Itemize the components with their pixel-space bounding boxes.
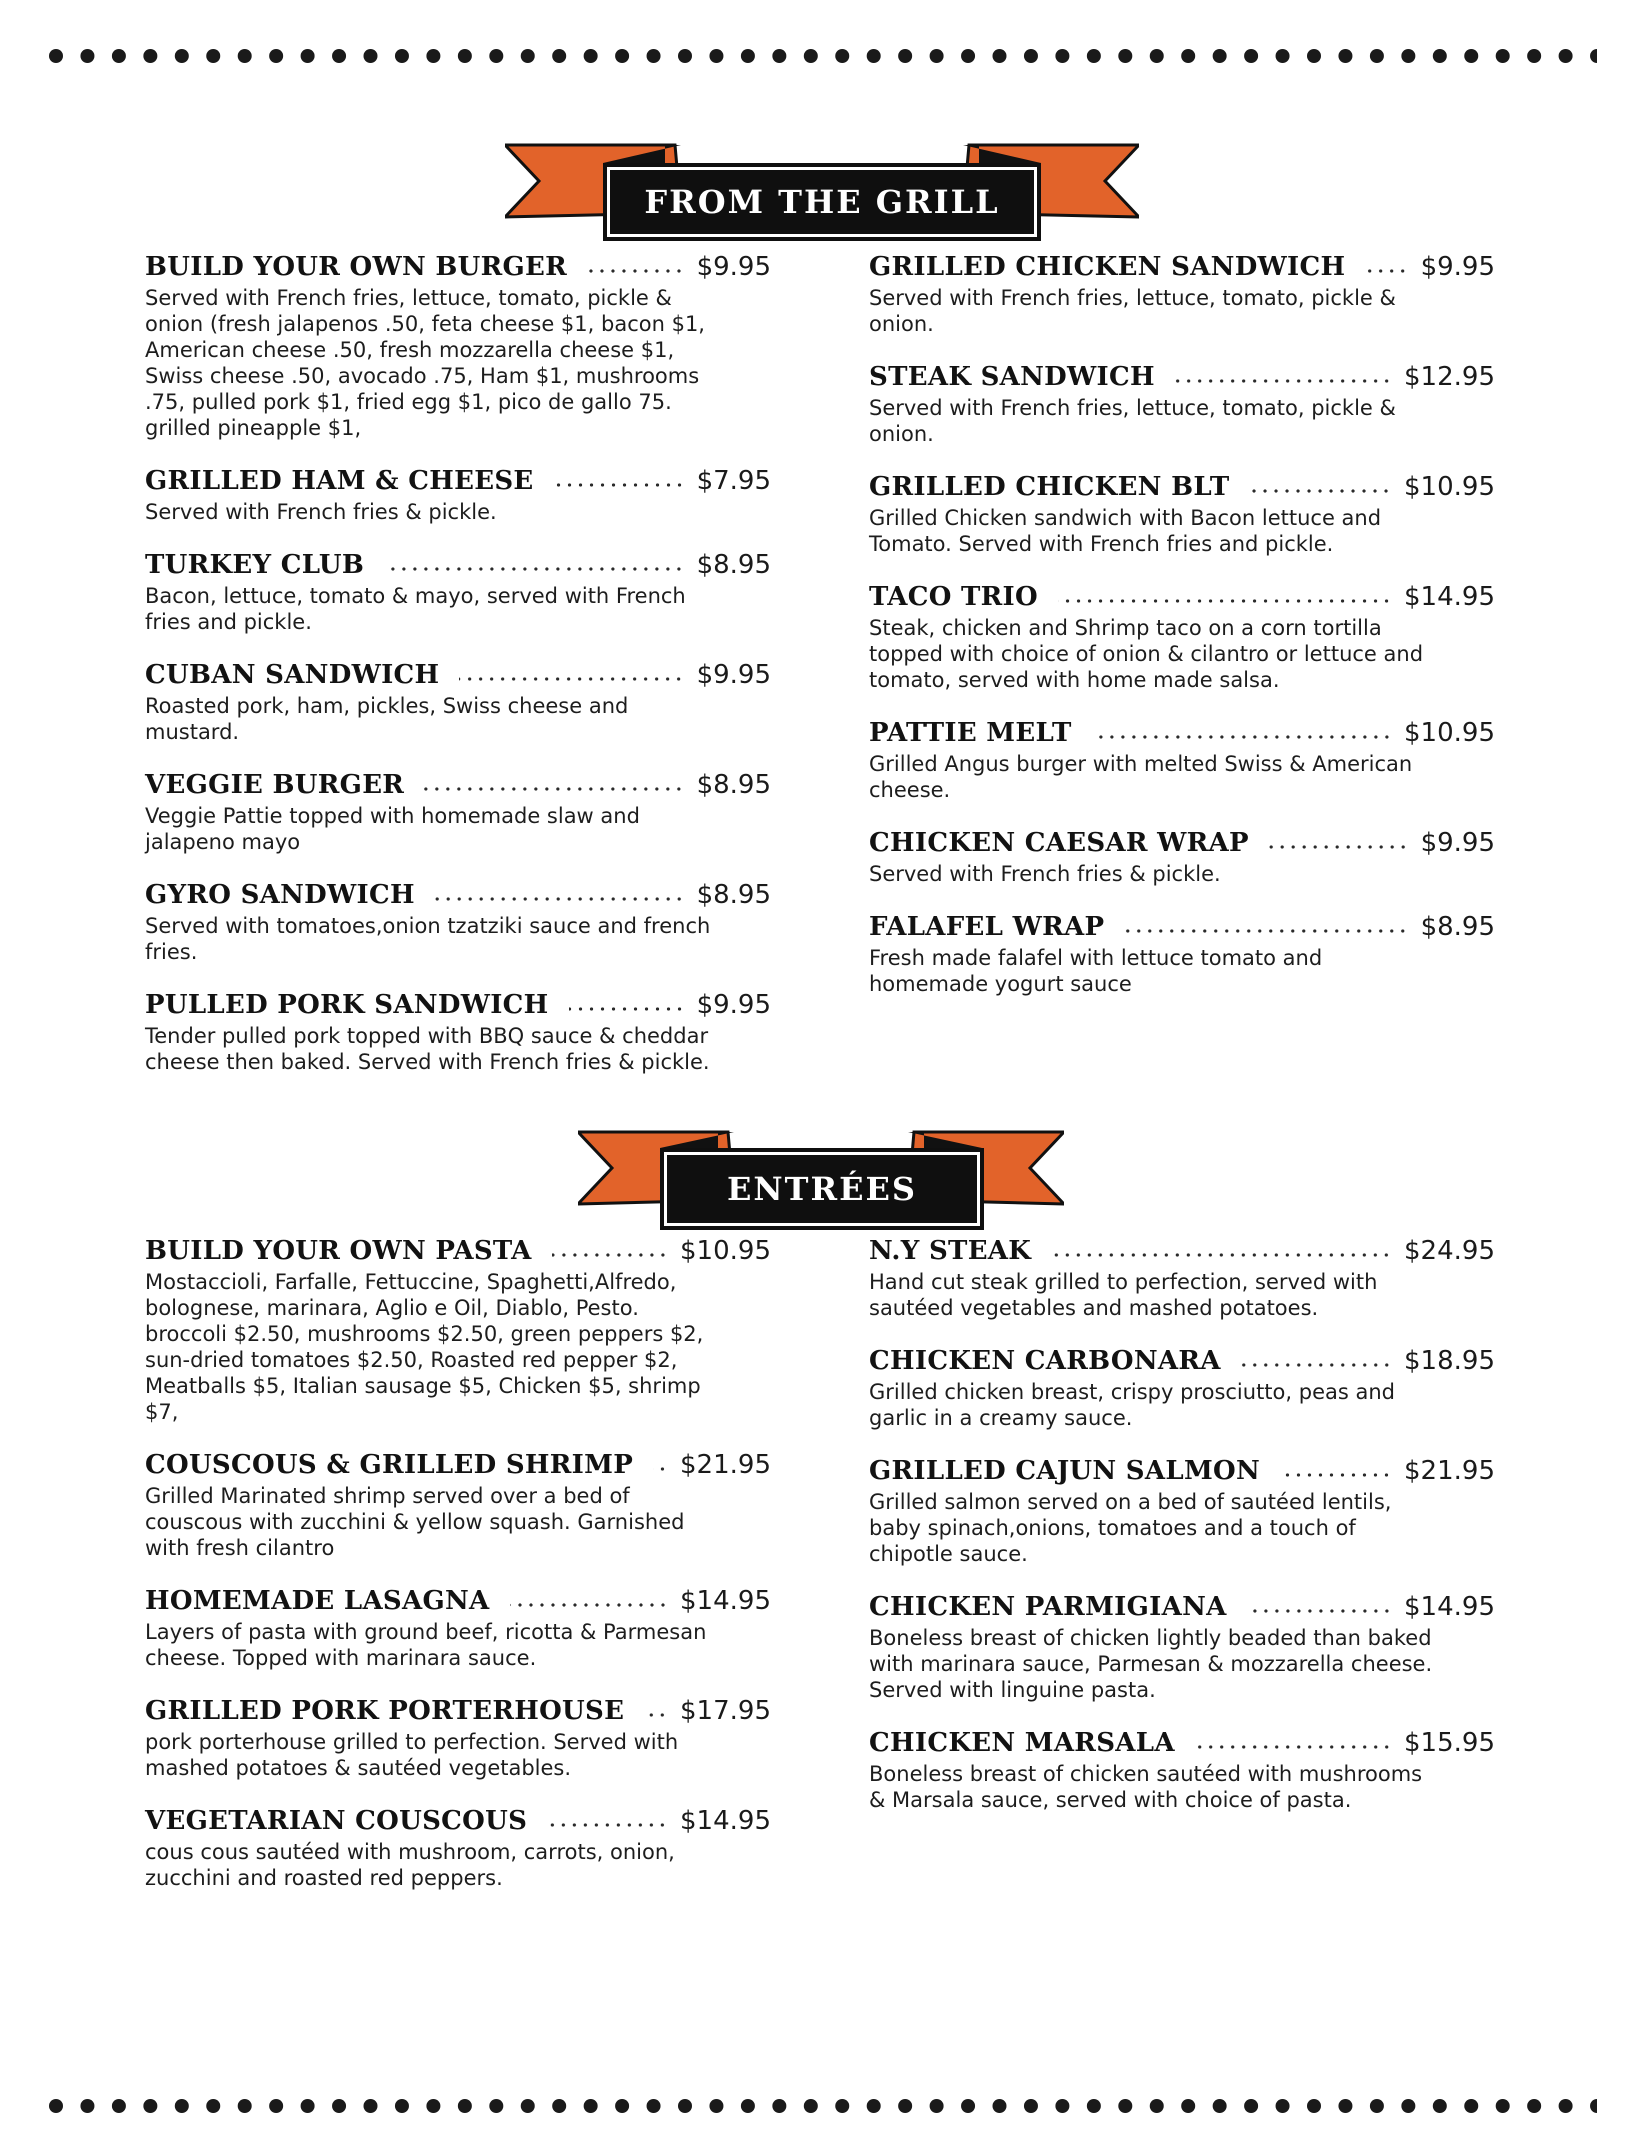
border-dot bbox=[1276, 2099, 1290, 2113]
item-price: $14.95 bbox=[680, 1806, 771, 1836]
menu-item bbox=[145, 1236, 771, 1425]
border-dot bbox=[364, 49, 378, 63]
item-name: HOMEMADE LASAGNA bbox=[145, 1586, 490, 1616]
border-dot bbox=[1118, 2099, 1132, 2113]
item-price: $9.95 bbox=[1420, 252, 1495, 282]
dot-leader bbox=[510, 1602, 668, 1608]
border-dot bbox=[1464, 2099, 1478, 2113]
menu-item bbox=[869, 1456, 1495, 1567]
menu-item bbox=[145, 550, 771, 635]
item-description: Served with French fries & pickle. bbox=[869, 862, 1221, 886]
dot-leader bbox=[435, 896, 685, 902]
menu-item bbox=[145, 1586, 771, 1671]
dot-leader bbox=[1241, 1362, 1392, 1368]
border-dot bbox=[1118, 49, 1132, 63]
border-dot bbox=[80, 49, 94, 63]
item-price: $7.95 bbox=[696, 466, 771, 496]
border-dot bbox=[143, 49, 157, 63]
item-price: $8.95 bbox=[696, 770, 771, 800]
item-name: GRILLED CAJUN SALMON bbox=[869, 1456, 1261, 1486]
border-dot bbox=[1276, 49, 1290, 63]
border-dot bbox=[867, 49, 881, 63]
dot-leader bbox=[554, 482, 685, 488]
border-dot bbox=[1370, 49, 1384, 63]
item-name: BUILD YOUR OWN PASTA bbox=[145, 1236, 532, 1266]
border-dot bbox=[804, 49, 818, 63]
dot-leader bbox=[1249, 488, 1392, 494]
item-name: CHICKEN PARMIGIANA bbox=[869, 1592, 1227, 1622]
border-dot bbox=[332, 49, 346, 63]
border-dot bbox=[1433, 49, 1447, 63]
item-price: $14.95 bbox=[1404, 582, 1495, 612]
menu-item bbox=[145, 880, 771, 965]
border-dot bbox=[961, 2099, 975, 2113]
dot-leader bbox=[1247, 1608, 1392, 1614]
border-dot bbox=[552, 2099, 566, 2113]
border-dot bbox=[143, 2099, 157, 2113]
item-description: Grilled Marinated shrimp served over a bed of couscous with zucchini & yellow squash. Garnished with fresh cilantro bbox=[145, 1484, 685, 1560]
item-price: $18.95 bbox=[1404, 1346, 1495, 1376]
dot-leader bbox=[569, 1006, 685, 1012]
border-dot bbox=[678, 49, 692, 63]
item-price: $9.95 bbox=[696, 990, 771, 1020]
section-banner-entrees bbox=[578, 1130, 1064, 1226]
border-dot bbox=[238, 2099, 252, 2113]
item-name: COUSCOUS & GRILLED SHRIMP bbox=[145, 1450, 634, 1480]
border-dot bbox=[426, 49, 440, 63]
border-dot bbox=[1213, 2099, 1227, 2113]
border-dot bbox=[1087, 49, 1101, 63]
item-description: Roasted pork, ham, pickles, Swiss cheese and mustard. bbox=[145, 694, 629, 744]
menu-item bbox=[145, 252, 771, 441]
border-dot bbox=[489, 2099, 503, 2113]
border-dot bbox=[741, 49, 755, 63]
item-description: Grilled Chicken sandwich with Bacon lettuce and Tomato. Served with French fries and pickle. bbox=[869, 506, 1382, 556]
border-dot bbox=[1150, 49, 1164, 63]
border-dot bbox=[458, 49, 472, 63]
menu-item bbox=[869, 362, 1495, 447]
menu-item bbox=[869, 912, 1495, 997]
border-dot bbox=[332, 2099, 346, 2113]
border-dot bbox=[993, 49, 1007, 63]
border-dot bbox=[1433, 2099, 1447, 2113]
border-dot bbox=[1527, 49, 1541, 63]
border-dot bbox=[1307, 2099, 1321, 2113]
dot-leader bbox=[424, 786, 684, 792]
item-price: $8.95 bbox=[696, 880, 771, 910]
item-description: Veggie Pattie topped with homemade slaw and jalapeno mayo bbox=[145, 804, 640, 854]
border-dot bbox=[1307, 49, 1321, 63]
item-description: Bacon, lettuce, tomato & mayo, served with French fries and pickle. bbox=[145, 584, 686, 634]
item-name: VEGETARIAN COUSCOUS bbox=[145, 1806, 528, 1836]
border-dot bbox=[552, 49, 566, 63]
item-description: cous cous sautéed with mushroom, carrots, onion, zucchini and roasted red peppers. bbox=[145, 1840, 675, 1890]
border-dot bbox=[930, 49, 944, 63]
menu-item bbox=[145, 770, 771, 855]
border-dot bbox=[1496, 49, 1510, 63]
border-dot bbox=[678, 2099, 692, 2113]
item-price: $9.95 bbox=[696, 252, 771, 282]
menu-item bbox=[145, 1806, 771, 1891]
menu-item bbox=[145, 1450, 771, 1561]
item-name: GRILLED PORK PORTERHOUSE bbox=[145, 1696, 625, 1726]
menu-item bbox=[869, 1236, 1495, 1321]
item-name: TURKEY CLUB bbox=[145, 550, 365, 580]
item-description: Boneless breast of chicken sautéed with mushrooms & Marsala sauce, served with choice of pasta. bbox=[869, 1762, 1423, 1812]
menu-item bbox=[869, 1346, 1495, 1431]
item-price: $9.95 bbox=[1420, 828, 1495, 858]
item-price: $10.95 bbox=[680, 1236, 771, 1266]
item-name: STEAK SANDWICH bbox=[869, 362, 1155, 392]
item-description: Served with tomatoes,onion tzatziki sauce and french fries. bbox=[145, 914, 711, 964]
item-name: CHICKEN CARBONARA bbox=[869, 1346, 1221, 1376]
item-price: $17.95 bbox=[680, 1696, 771, 1726]
border-dot bbox=[521, 2099, 535, 2113]
border-dot bbox=[521, 49, 535, 63]
item-description: Mostaccioli, Farfalle, Fettuccine, Spaghetti,Alfredo, bolognese, marinara, Aglio e Oil, Diablo, Pesto. broccoli $2.50, mushrooms $2.50, green peppers $2, sun-dried tomatoes $2.50, Roasted red pepper $2, Meatballs $5, Italian sausage $5, Chicken $5, shrimp $7, bbox=[145, 1270, 704, 1424]
item-description: Served with French fries, lettuce, tomato, pickle & onion. bbox=[869, 286, 1396, 336]
menu-item bbox=[145, 1696, 771, 1781]
item-description: Grilled salmon served on a bed of sautéed lentils, baby spinach,onions, tomatoes and a touch of chipotle sauce. bbox=[869, 1490, 1392, 1566]
border-dot bbox=[1055, 2099, 1069, 2113]
item-description: Served with French fries, lettuce, tomato, pickle & onion (fresh jalapenos .50, feta cheese $1, bacon $1, American cheese .50, fresh mozzarella cheese $1, Swiss cheese .50, avocado .75, Ham $1, mushrooms .75, pulled pork $1, fried egg $1, pico de gallo 75. grilled pineapple $1, bbox=[145, 286, 705, 440]
item-name: VEGGIE BURGER bbox=[145, 770, 405, 800]
border-dot bbox=[206, 49, 220, 63]
border-dot bbox=[301, 2099, 315, 2113]
section-title: FROM THE GRILL bbox=[603, 163, 1041, 241]
item-name: N.Y STEAK bbox=[869, 1236, 1032, 1266]
border-dot bbox=[1527, 2099, 1541, 2113]
item-description: Grilled Angus burger with melted Swiss & American cheese. bbox=[869, 752, 1413, 802]
border-dot bbox=[961, 49, 975, 63]
border-dot bbox=[1181, 2099, 1195, 2113]
border-dot bbox=[112, 49, 126, 63]
menu-item bbox=[145, 990, 771, 1075]
dot-leader bbox=[1175, 378, 1392, 384]
border-dot bbox=[647, 49, 661, 63]
border-dot bbox=[49, 2099, 63, 2113]
item-description: Hand cut steak grilled to perfection, served with sautéed vegetables and mashed potatoes. bbox=[869, 1270, 1378, 1320]
item-name: PATTIE MELT bbox=[869, 718, 1072, 748]
item-price: $9.95 bbox=[696, 660, 771, 690]
border-dot bbox=[584, 2099, 598, 2113]
border-dot bbox=[1590, 2099, 1597, 2113]
border-dot bbox=[835, 49, 849, 63]
border-dot bbox=[301, 49, 315, 63]
border-dot bbox=[1401, 49, 1415, 63]
item-name: GYRO SANDWICH bbox=[145, 880, 415, 910]
border-dot bbox=[1370, 2099, 1384, 2113]
border-dot bbox=[1024, 2099, 1038, 2113]
border-dot bbox=[175, 49, 189, 63]
dot-leader bbox=[384, 566, 684, 572]
item-name: TACO TRIO bbox=[869, 582, 1038, 612]
border-dot bbox=[772, 2099, 786, 2113]
border-dot bbox=[1213, 49, 1227, 63]
border-dot bbox=[1087, 2099, 1101, 2113]
border-dot bbox=[1181, 49, 1195, 63]
border-dot bbox=[772, 49, 786, 63]
border-dot bbox=[269, 49, 283, 63]
item-price: $12.95 bbox=[1404, 362, 1495, 392]
dot-leader bbox=[1051, 1252, 1392, 1258]
item-price: $21.95 bbox=[1404, 1456, 1495, 1486]
dot-leader bbox=[1195, 1744, 1392, 1750]
dot-leader bbox=[653, 1466, 668, 1472]
border-dot bbox=[1559, 49, 1573, 63]
item-name: PULLED PORK SANDWICH bbox=[145, 990, 549, 1020]
border-dot bbox=[1024, 49, 1038, 63]
item-price: $8.95 bbox=[1420, 912, 1495, 942]
item-name: BUILD YOUR OWN BURGER bbox=[145, 252, 568, 282]
border-dot bbox=[867, 2099, 881, 2113]
border-dot bbox=[206, 2099, 220, 2113]
dotted-border-top bbox=[48, 48, 1597, 64]
item-description: Steak, chicken and Shrimp taco on a corn tortilla topped with choice of onion & cilantro or lettuce and tomato, served with home made salsa. bbox=[869, 616, 1424, 692]
item-description: Served with French fries & pickle. bbox=[145, 500, 497, 524]
item-name: GRILLED CHICKEN SANDWICH bbox=[869, 252, 1346, 282]
item-price: $10.95 bbox=[1404, 718, 1495, 748]
border-dot bbox=[49, 49, 63, 63]
border-dot bbox=[615, 49, 629, 63]
item-price: $10.95 bbox=[1404, 472, 1495, 502]
item-price: $14.95 bbox=[680, 1586, 771, 1616]
border-dot bbox=[269, 2099, 283, 2113]
dot-leader bbox=[459, 676, 684, 682]
border-dot bbox=[112, 2099, 126, 2113]
item-description: pork porterhouse grilled to perfection. Served with mashed potatoes & sautéed vegetables. bbox=[145, 1730, 679, 1780]
dot-leader bbox=[1365, 268, 1408, 274]
border-dot bbox=[395, 49, 409, 63]
menu-item bbox=[869, 1592, 1495, 1703]
border-dot bbox=[1150, 2099, 1164, 2113]
menu-item bbox=[869, 828, 1495, 887]
border-dot bbox=[584, 49, 598, 63]
border-dot bbox=[364, 2099, 378, 2113]
menu-item bbox=[869, 718, 1495, 803]
border-dot bbox=[1496, 2099, 1510, 2113]
item-name: GRILLED HAM & CHEESE bbox=[145, 466, 534, 496]
item-price: $15.95 bbox=[1404, 1728, 1495, 1758]
border-dot bbox=[1338, 2099, 1352, 2113]
dot-leader bbox=[1280, 1472, 1392, 1478]
border-dot bbox=[741, 2099, 755, 2113]
border-dot bbox=[898, 49, 912, 63]
item-name: GRILLED CHICKEN BLT bbox=[869, 472, 1230, 502]
item-name: CHICKEN MARSALA bbox=[869, 1728, 1175, 1758]
item-description: Tender pulled pork topped with BBQ sauce & cheddar cheese then baked. Served with French fries & pickle. bbox=[145, 1024, 710, 1074]
border-dot bbox=[835, 2099, 849, 2113]
dotted-border-bottom bbox=[48, 2098, 1597, 2114]
dot-leader bbox=[547, 1822, 668, 1828]
border-dot bbox=[804, 2099, 818, 2113]
dot-leader bbox=[644, 1712, 668, 1718]
item-description: Grilled chicken breast, crispy prosciutto, peas and garlic in a creamy sauce. bbox=[869, 1380, 1395, 1430]
item-description: Layers of pasta with ground beef, ricotta & Parmesan cheese. Topped with marinara sauce. bbox=[145, 1620, 707, 1670]
menu-item bbox=[869, 1728, 1495, 1813]
dot-leader bbox=[1269, 844, 1409, 850]
border-dot bbox=[426, 2099, 440, 2113]
item-name: FALAFEL WRAP bbox=[869, 912, 1105, 942]
dot-leader bbox=[587, 268, 684, 274]
item-price: $24.95 bbox=[1404, 1236, 1495, 1266]
border-dot bbox=[993, 2099, 1007, 2113]
border-dot bbox=[1464, 49, 1478, 63]
border-dot bbox=[709, 2099, 723, 2113]
dot-leader bbox=[552, 1252, 668, 1258]
item-description: Boneless breast of chicken lightly beaded than baked with marinara sauce, Parmesan & mozzarella cheese. Served with linguine pasta. bbox=[869, 1626, 1433, 1702]
border-dot bbox=[458, 2099, 472, 2113]
menu-item bbox=[145, 660, 771, 745]
section-title: ENTRÉES bbox=[660, 1148, 984, 1230]
item-description: Served with French fries, lettuce, tomato, pickle & onion. bbox=[869, 396, 1396, 446]
border-dot bbox=[1590, 49, 1597, 63]
menu-item bbox=[869, 252, 1495, 337]
border-dot bbox=[1401, 2099, 1415, 2113]
border-dot bbox=[1338, 49, 1352, 63]
border-dot bbox=[898, 2099, 912, 2113]
item-description: Fresh made falafel with lettuce tomato and homemade yogurt sauce bbox=[869, 946, 1323, 996]
dot-leader bbox=[1092, 734, 1392, 740]
menu-item bbox=[869, 582, 1495, 693]
dot-leader bbox=[1124, 928, 1408, 934]
border-dot bbox=[1244, 2099, 1258, 2113]
border-dot bbox=[1055, 49, 1069, 63]
section-banner-grill bbox=[505, 143, 1139, 239]
border-dot bbox=[615, 2099, 629, 2113]
item-name: CHICKEN CAESAR WRAP bbox=[869, 828, 1249, 858]
menu-item bbox=[869, 472, 1495, 557]
item-price: $21.95 bbox=[680, 1450, 771, 1480]
border-dot bbox=[395, 2099, 409, 2113]
border-dot bbox=[175, 2099, 189, 2113]
dot-leader bbox=[1058, 598, 1392, 604]
border-dot bbox=[489, 49, 503, 63]
border-dot bbox=[238, 49, 252, 63]
menu-item bbox=[145, 466, 771, 525]
item-price: $8.95 bbox=[696, 550, 771, 580]
border-dot bbox=[1559, 2099, 1573, 2113]
border-dot bbox=[647, 2099, 661, 2113]
item-price: $14.95 bbox=[1404, 1592, 1495, 1622]
border-dot bbox=[709, 49, 723, 63]
item-name: CUBAN SANDWICH bbox=[145, 660, 440, 690]
border-dot bbox=[930, 2099, 944, 2113]
border-dot bbox=[1244, 49, 1258, 63]
border-dot bbox=[80, 2099, 94, 2113]
